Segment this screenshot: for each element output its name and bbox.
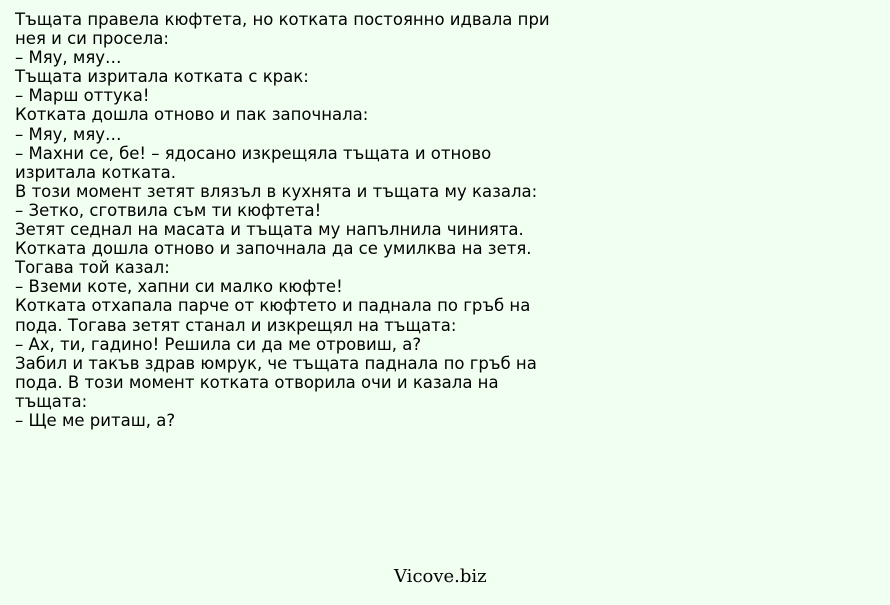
joke-line: – Вземи коте, хапни си малко кюфте! xyxy=(15,277,343,297)
joke-line: Зетят седнал на масата и тъщата му напълнила чинията. xyxy=(15,220,524,240)
site-watermark: Vicove.biz xyxy=(394,566,487,587)
joke-line: нея и си просела: xyxy=(15,29,169,49)
joke-line: Котката дошла отново и започнала да се умилква на зетя. xyxy=(15,239,532,259)
joke-line: – Мяу, мяу… xyxy=(15,124,122,144)
joke-line: – Зетко, сготвила съм ти кюфтета! xyxy=(15,200,322,220)
joke-line: пода. Тогава зетят станал и изкрещял на тъщата: xyxy=(15,315,457,335)
joke-line: Забил и такъв здрав юмрук, че тъщата паднала по гръб на xyxy=(15,353,537,373)
joke-line: Тъщата изритала котката с крак: xyxy=(15,67,309,87)
joke-line: В този момент зетят влязъл в кухнята и тъщата му казала: xyxy=(15,181,538,201)
joke-line: – Махни се, бе! – ядосано изкрещяла тъщата и отново xyxy=(15,143,492,163)
joke-line: изритала котката. xyxy=(15,162,177,182)
joke-line: – Марш оттука! xyxy=(15,86,150,106)
joke-line: тъщата: xyxy=(15,391,88,411)
joke-line: – Мяу, мяу… xyxy=(15,48,122,68)
joke-line: – Ах, ти, гадино! Решила си да ме отровиш, а? xyxy=(15,334,422,354)
joke-line: Котката отхапала парче от кюфтето и паднала по гръб на xyxy=(15,296,531,316)
joke-line: Тогава той казал: xyxy=(15,258,170,278)
joke-line: Тъщата правела кюфтета, но котката постоянно идвала при xyxy=(15,10,550,29)
joke-text xyxy=(15,10,875,430)
joke-line: пода. В този момент котката отворила очи и казала на xyxy=(15,372,499,392)
joke-line: – Ще ме риташ, а? xyxy=(15,410,176,430)
joke-line: Котката дошла отново и пак започнала: xyxy=(15,105,369,125)
